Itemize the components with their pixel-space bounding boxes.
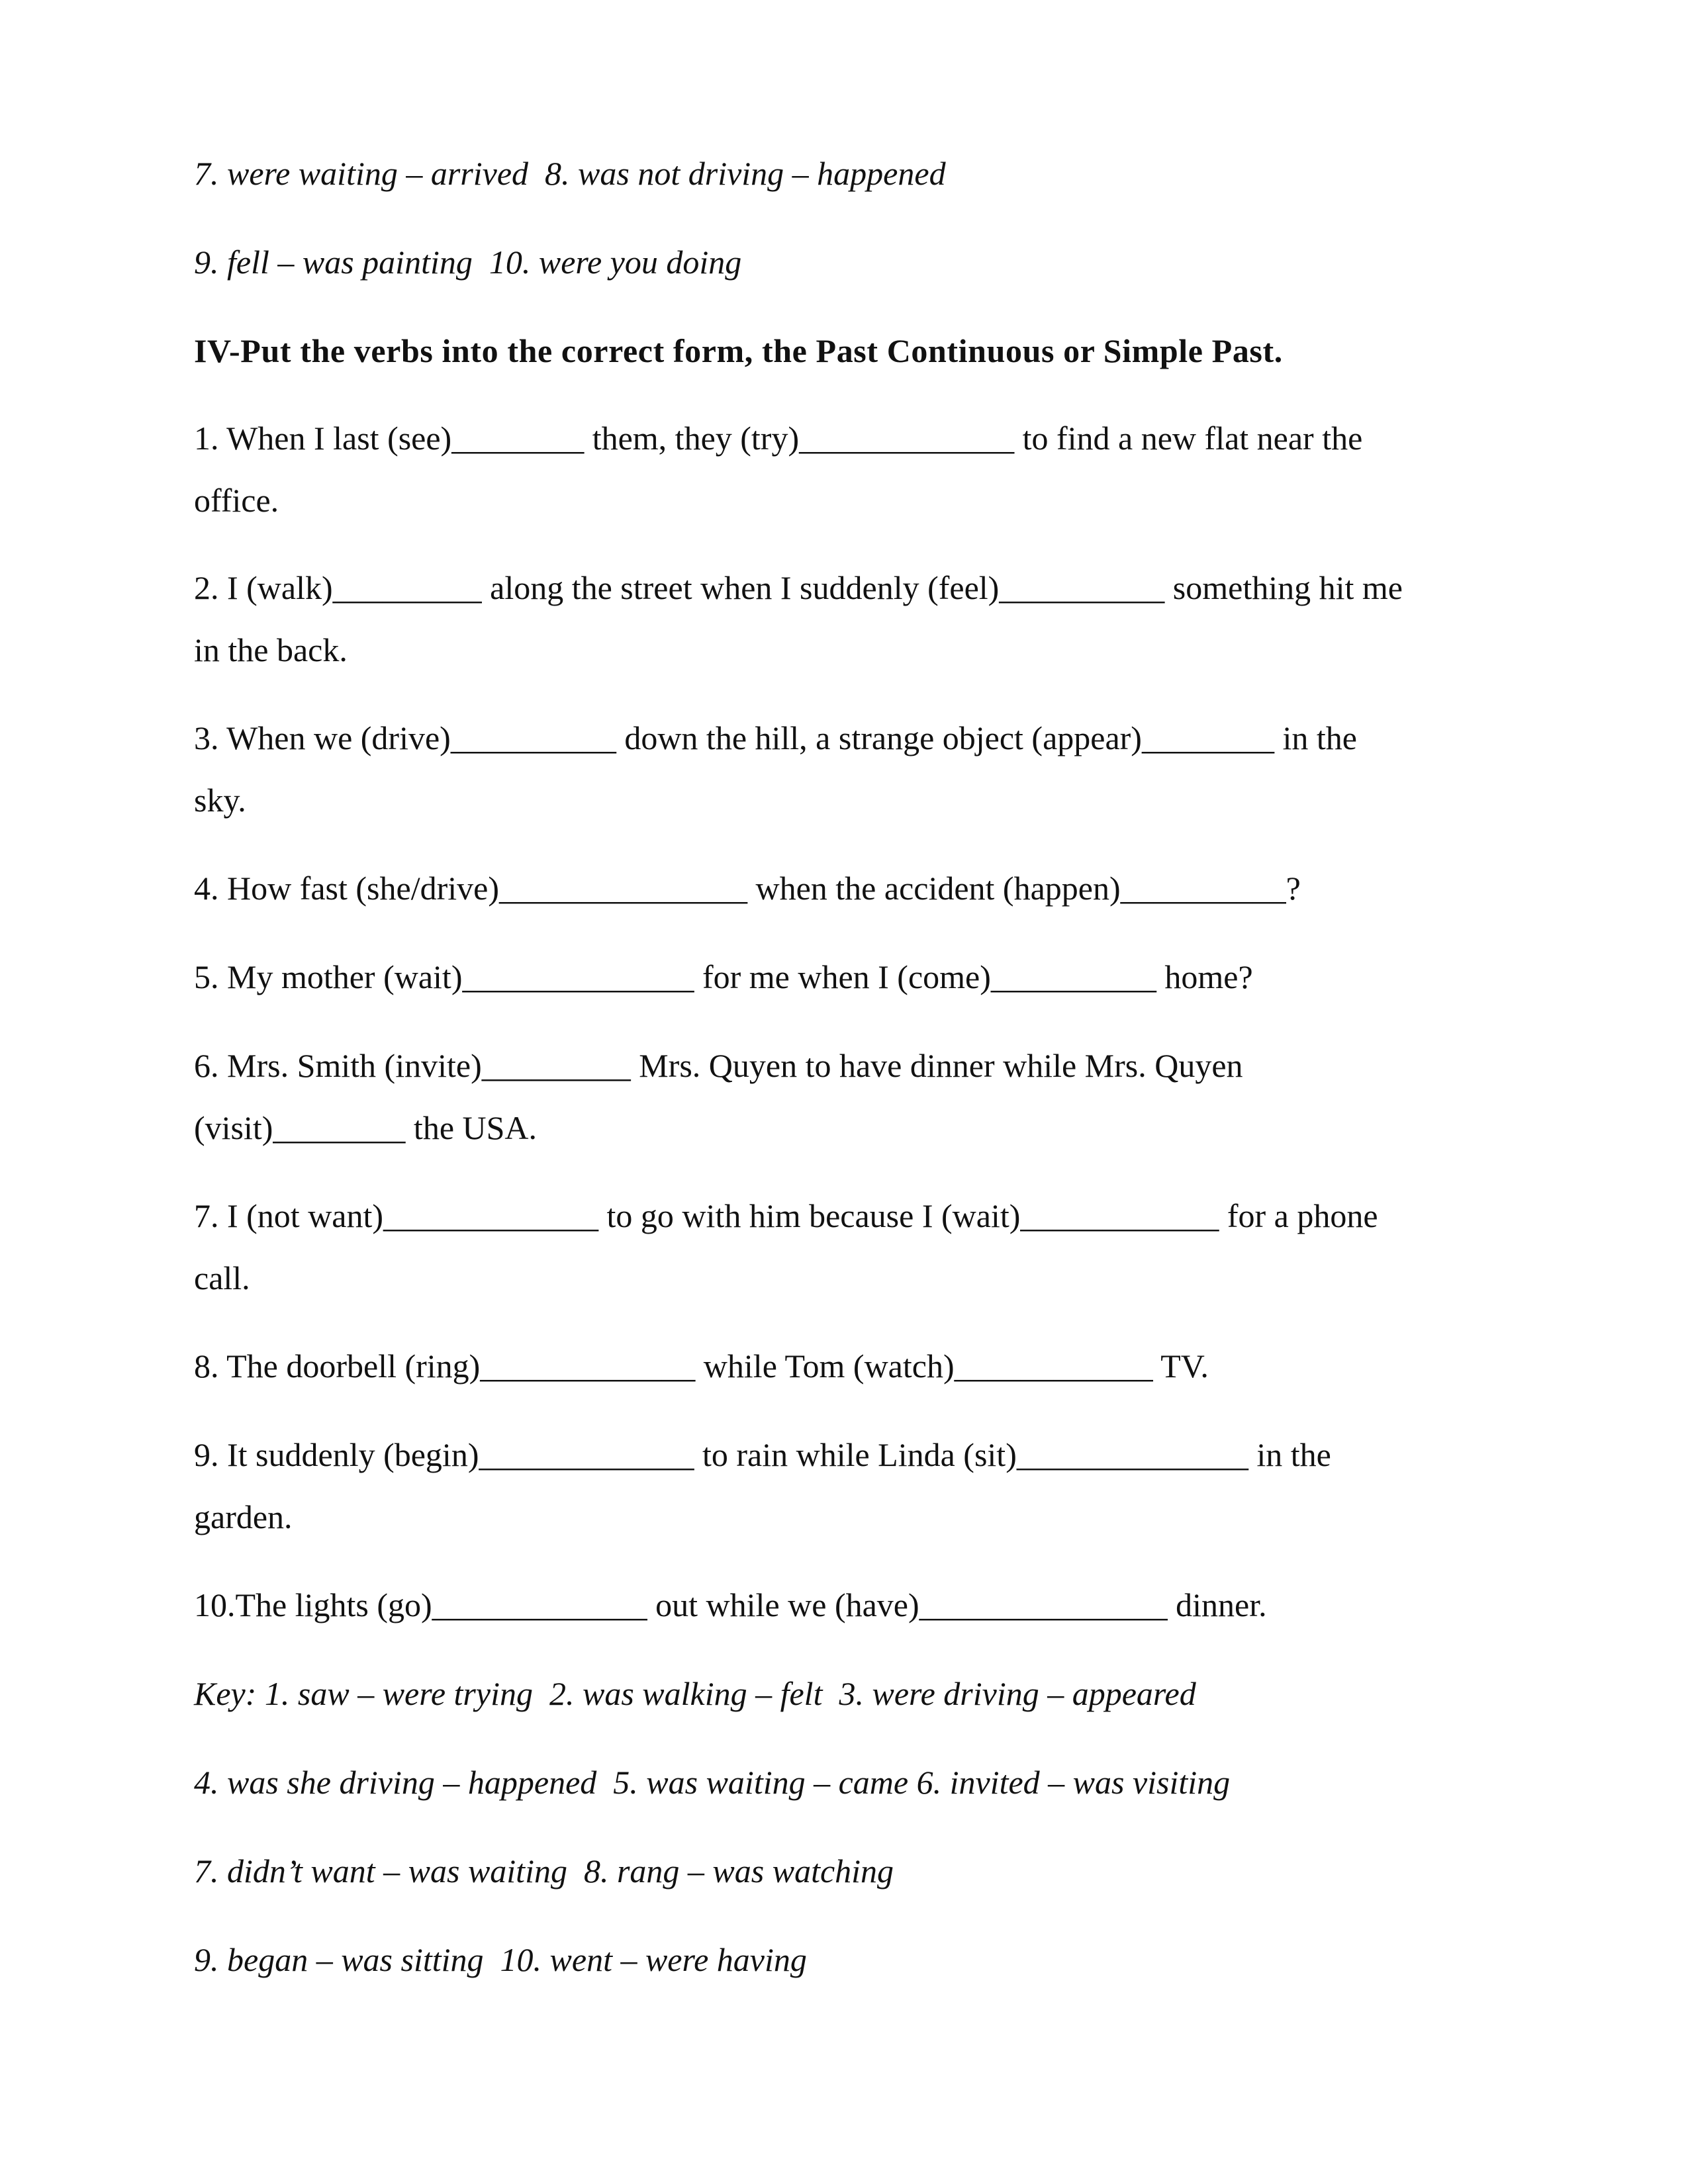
exercise-line: 9. It suddenly (begin)_____________ to rain while Linda (sit)______________ in the — [194, 1436, 1331, 1473]
exercise-line: 1. When I last (see)________ them, they (try)_____________ to find a new flat near the — [194, 420, 1363, 457]
exercise-line: (visit)________ the USA. — [194, 1109, 538, 1146]
answer-key-line: 4. was she driving – happened 5. was waiting – came 6. invited – was visiting — [194, 1764, 1231, 1801]
answer-key-line: 9. began – was sitting 10. went – were having — [194, 1941, 807, 1978]
previous-answer-key-line: 9. fell – was painting 10. were you doing — [194, 244, 742, 281]
exercise-line: 2. I (walk)_________ along the street when I suddenly (feel)__________ something hit me — [194, 569, 1403, 606]
exercise-line: in the back. — [194, 631, 348, 668]
exercise-line: 5. My mother (wait)______________ for me when I (come)__________ home? — [194, 958, 1253, 995]
exercise-line: 7. I (not want)_____________ to go with him because I (wait)____________ for a phone — [194, 1197, 1378, 1234]
exercise-line: 3. When we (drive)__________ down the hill, a strange object (appear)________ in the — [194, 719, 1357, 756]
answer-key-line: Key: 1. saw – were trying 2. was walking – felt 3. were driving – appeared — [194, 1675, 1196, 1712]
exercise-line: call. — [194, 1259, 250, 1297]
exercise-line: office. — [194, 482, 279, 519]
exercise-line: 4. How fast (she/drive)_______________ when the accident (happen)__________? — [194, 870, 1301, 907]
exercise-line: 8. The doorbell (ring)_____________ while Tom (watch)____________ TV. — [194, 1347, 1209, 1385]
section-title: IV-Put the verbs into the correct form, the Past Continuous or Simple Past. — [194, 332, 1283, 369]
answer-key-line: 7. didn’t want – was waiting 8. rang – was watching — [194, 1852, 894, 1889]
exercise-line: 10.The lights (go)_____________ out while we (have)_______________ dinner. — [194, 1586, 1267, 1623]
exercise-line: sky. — [194, 782, 246, 819]
previous-answer-key-line: 7. were waiting – arrived 8. was not driving – happened — [194, 155, 946, 192]
exercise-line: garden. — [194, 1498, 293, 1535]
exercise-line: 6. Mrs. Smith (invite)_________ Mrs. Quyen to have dinner while Mrs. Quyen — [194, 1047, 1243, 1084]
